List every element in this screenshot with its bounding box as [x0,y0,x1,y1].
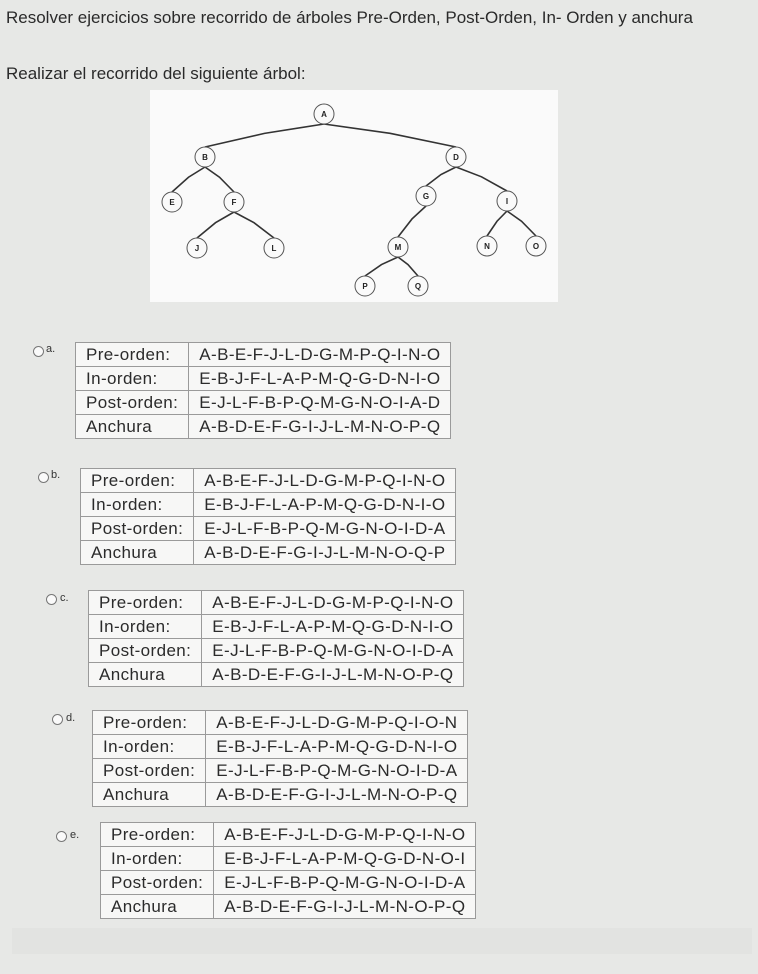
row-value: E-J-L-F-B-P-Q-M-G-N-O-I-D-A [206,759,468,783]
row-value: E-J-L-F-B-P-Q-M-G-N-O-I-D-A [202,639,464,663]
tree-edge-D-I [456,167,507,191]
row-value: A-B-D-E-F-G-I-J-L-M-N-O-P-Q [189,415,451,439]
table-row [101,823,476,847]
tree-node-label: N [484,242,490,251]
row-value: A-B-D-E-F-G-I-J-L-M-N-O-P-Q [214,895,476,919]
table-row [81,541,456,565]
tree-node-label: J [194,244,200,253]
row-value: E-B-J-F-L-A-P-M-Q-G-D-N-I-O [202,615,464,639]
radio-option-c[interactable] [46,594,57,605]
tree-edge-A-B [205,124,324,147]
tree-node-I [497,191,517,211]
row-label: Pre-orden: [89,591,202,615]
table-row [89,663,464,687]
table-row [76,415,451,439]
table-row [76,391,451,415]
tree-diagram [150,90,558,302]
tree-node-label: O [532,242,540,251]
row-label: Anchura [76,415,189,439]
row-value: E-B-J-F-L-A-P-M-Q-G-D-N-I-O [189,367,451,391]
table-row [89,639,464,663]
table-row [93,783,468,807]
row-label: Pre-orden: [81,469,194,493]
row-label: Anchura [101,895,214,919]
tree-node-E [162,192,182,212]
radio-option-e[interactable] [56,831,67,842]
tree-node-label: D [453,153,459,162]
row-label: Pre-orden: [93,711,206,735]
row-value: E-J-L-F-B-P-Q-M-G-N-O-I-D-A [194,517,456,541]
option-c-letter: c. [60,592,69,604]
tree-node-F [224,192,244,212]
tree-node-G [416,186,436,206]
tree-node-label: F [231,198,237,207]
tree-node-L [264,238,284,258]
row-label: Post-orden: [89,639,202,663]
tree-node-label: G [422,192,430,201]
row-value: A-B-E-F-J-L-D-G-M-P-Q-I-N-O [189,343,451,367]
table-row [76,367,451,391]
tree-node-O [526,236,546,256]
tree-edge-I-N [487,211,507,236]
tree-node-label: M [394,243,402,252]
row-label: In-orden: [89,615,202,639]
tree-node-P [355,276,375,296]
row-value: A-B-E-F-J-L-D-G-M-P-Q-I-N-O [214,823,476,847]
option-b-letter: b. [51,469,61,481]
tree-node-B [195,147,215,167]
tree-edge-A-D [324,124,456,147]
tree-svg [150,90,558,302]
table-row [93,735,468,759]
tree-edge-D-G [426,167,456,186]
table-row [81,469,456,493]
row-label: Pre-orden: [101,823,214,847]
table-row [101,847,476,871]
row-label: Pre-orden: [76,343,189,367]
tree-node-label: Q [414,282,422,291]
tree-node-label: A [321,110,327,119]
answer-table-e [100,822,476,919]
question-instruction: Realizar el recorrido del siguiente árbol: [6,64,306,83]
tree-edge-G-M [398,206,426,237]
table-row [93,711,468,735]
tree-node-label: E [169,198,175,207]
row-value: E-B-J-F-L-A-P-M-Q-G-D-N-I-O [194,493,456,517]
tree-node-N [477,236,497,256]
table-row [89,615,464,639]
option-d-letter: d. [66,712,76,724]
row-value: A-B-E-F-J-L-D-G-M-P-Q-I-N-O [194,469,456,493]
tree-edge-B-E [172,167,205,192]
row-value: E-B-J-F-L-A-P-M-Q-G-D-N-I-O [206,735,468,759]
tree-edge-I-O [507,211,536,236]
radio-option-d[interactable] [52,714,63,725]
row-value: E-J-L-F-B-P-Q-M-G-N-O-I-A-D [189,391,451,415]
tree-edge-F-L [234,212,274,238]
option-a-letter: a. [46,343,56,355]
answer-table-b [80,468,456,565]
table-row [101,895,476,919]
table-row [81,517,456,541]
question-title: Resolver ejercicios sobre recorrido de árboles Pre-Orden, Post-Orden, In- Orden y anchura [6,8,693,27]
row-value: A-B-E-F-J-L-D-G-M-P-Q-I-N-O [202,591,464,615]
tree-node-label: L [271,244,277,253]
row-label: Anchura [89,663,202,687]
tree-edge-F-J [197,212,234,238]
tree-node-D [446,147,466,167]
table-row [76,343,451,367]
tree-node-label: P [362,282,368,291]
tree-node-J [187,238,207,258]
row-value: E-J-L-F-B-P-Q-M-G-N-O-I-D-A [214,871,476,895]
row-value: A-B-D-E-F-G-I-J-L-M-N-O-P-Q [206,783,468,807]
option-e-letter: e. [70,829,80,841]
row-label: In-orden: [93,735,206,759]
row-label: Anchura [93,783,206,807]
tree-node-A [314,104,334,124]
answer-table-a [75,342,451,439]
row-value: A-B-D-E-F-G-I-J-L-M-N-O-P-Q [202,663,464,687]
tree-node-label: I [505,197,509,206]
row-label: Post-orden: [101,871,214,895]
row-label: In-orden: [81,493,194,517]
tree-node-Q [408,276,428,296]
answer-table-c [88,590,464,687]
tree-edge-B-F [205,167,234,192]
tree-edge-M-P [365,257,398,276]
row-label: In-orden: [101,847,214,871]
row-value: E-B-J-F-L-A-P-M-Q-G-D-N-O-I [214,847,476,871]
row-value: A-B-E-F-J-L-D-G-M-P-Q-I-O-N [206,711,468,735]
tree-node-label: B [202,153,208,162]
row-value: A-B-D-E-F-G-I-J-L-M-N-O-Q-P [194,541,456,565]
row-label: Anchura [81,541,194,565]
radio-option-b[interactable] [38,472,49,483]
table-row [81,493,456,517]
table-row [101,871,476,895]
row-label: In-orden: [76,367,189,391]
row-label: Post-orden: [93,759,206,783]
answer-table-d [92,710,468,807]
tree-edge-M-Q [398,257,418,276]
table-row [93,759,468,783]
table-row [89,591,464,615]
row-label: Post-orden: [76,391,189,415]
radio-option-a[interactable] [33,346,44,357]
row-label: Post-orden: [81,517,194,541]
tree-node-M [388,237,408,257]
footer-panel [12,928,752,954]
